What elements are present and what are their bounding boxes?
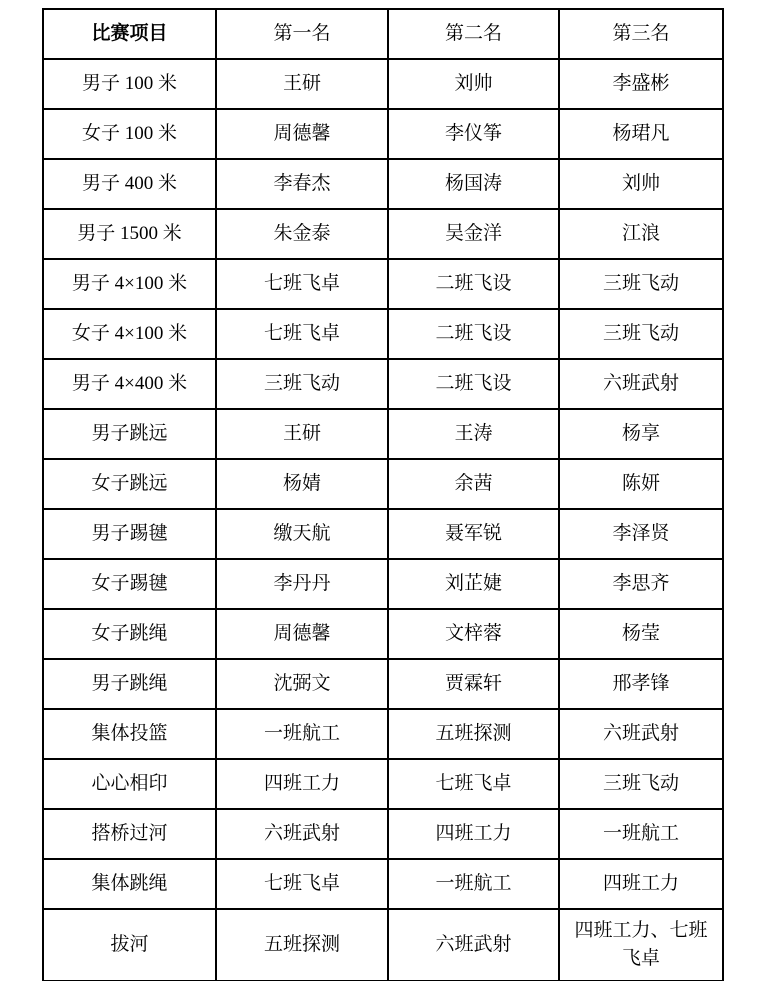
winner-cell: 杨珺凡 — [559, 109, 723, 159]
winner-cell: 朱金泰 — [216, 209, 388, 259]
winner-cell: 七班飞卓 — [388, 759, 559, 809]
winner-cell: 王研 — [216, 409, 388, 459]
winner-cell: 一班航工 — [388, 859, 559, 909]
winner-cell: 六班武射 — [559, 359, 723, 409]
event-cell: 集体投篮 — [43, 709, 216, 759]
event-cell: 女子踢毽 — [43, 559, 216, 609]
event-cell: 女子 4×100 米 — [43, 309, 216, 359]
event-cell: 女子跳远 — [43, 459, 216, 509]
winner-cell: 刘帅 — [559, 159, 723, 209]
table-row — [43, 309, 723, 359]
event-cell: 女子 100 米 — [43, 109, 216, 159]
winner-cell: 四班工力、七班飞卓 — [559, 909, 723, 981]
winner-cell: 沈弼文 — [216, 659, 388, 709]
table-row — [43, 59, 723, 109]
table-row — [43, 559, 723, 609]
event-cell: 男子跳远 — [43, 409, 216, 459]
table-row — [43, 709, 723, 759]
winner-cell: 二班飞设 — [388, 309, 559, 359]
winner-cell: 李思齐 — [559, 559, 723, 609]
header-cell: 比赛项目 — [43, 9, 216, 59]
header-cell: 第三名 — [559, 9, 723, 59]
winner-cell: 李春杰 — [216, 159, 388, 209]
winner-cell: 六班武射 — [559, 709, 723, 759]
event-cell: 拔河 — [43, 909, 216, 981]
winner-cell: 周德馨 — [216, 609, 388, 659]
winner-cell: 五班探测 — [216, 909, 388, 981]
winner-cell: 三班飞动 — [559, 309, 723, 359]
table-row — [43, 259, 723, 309]
winner-cell: 刘芷婕 — [388, 559, 559, 609]
event-cell: 男子 1500 米 — [43, 209, 216, 259]
table-row — [43, 909, 723, 981]
event-cell: 搭桥过河 — [43, 809, 216, 859]
winner-cell: 四班工力 — [388, 809, 559, 859]
event-cell: 男子 100 米 — [43, 59, 216, 109]
winner-cell: 文梓蓉 — [388, 609, 559, 659]
winner-cell: 周德馨 — [216, 109, 388, 159]
winner-cell: 一班航工 — [216, 709, 388, 759]
winner-cell: 杨婧 — [216, 459, 388, 509]
winner-cell: 七班飞卓 — [216, 859, 388, 909]
winner-cell: 李仪筝 — [388, 109, 559, 159]
winner-cell: 二班飞设 — [388, 259, 559, 309]
winner-cell: 四班工力 — [216, 759, 388, 809]
winner-cell: 王涛 — [388, 409, 559, 459]
winner-cell: 三班飞动 — [559, 259, 723, 309]
table-row — [43, 209, 723, 259]
event-cell: 男子跳绳 — [43, 659, 216, 709]
winner-cell: 杨莹 — [559, 609, 723, 659]
winner-cell: 三班飞动 — [216, 359, 388, 409]
table-header-row — [43, 9, 723, 59]
table-row — [43, 409, 723, 459]
winner-cell: 吴金洋 — [388, 209, 559, 259]
table-row — [43, 659, 723, 709]
winner-cell: 七班飞卓 — [216, 259, 388, 309]
event-cell: 男子 4×400 米 — [43, 359, 216, 409]
table-row — [43, 859, 723, 909]
winner-cell: 刘帅 — [388, 59, 559, 109]
table-body — [43, 59, 723, 981]
table-row — [43, 159, 723, 209]
winner-cell: 余茜 — [388, 459, 559, 509]
winner-cell: 五班探测 — [388, 709, 559, 759]
results-table — [42, 8, 724, 981]
table-row — [43, 359, 723, 409]
header-cell: 第一名 — [216, 9, 388, 59]
winner-cell: 王研 — [216, 59, 388, 109]
winner-cell: 二班飞设 — [388, 359, 559, 409]
winner-cell: 贾霖轩 — [388, 659, 559, 709]
event-cell: 集体跳绳 — [43, 859, 216, 909]
table-header — [43, 9, 723, 59]
winner-cell: 邢孝锋 — [559, 659, 723, 709]
winner-cell: 七班飞卓 — [216, 309, 388, 359]
winner-cell: 江浪 — [559, 209, 723, 259]
winner-cell: 聂军锐 — [388, 509, 559, 559]
winner-cell: 三班飞动 — [559, 759, 723, 809]
table-row — [43, 459, 723, 509]
winner-cell: 李丹丹 — [216, 559, 388, 609]
header-cell: 第二名 — [388, 9, 559, 59]
winner-cell: 一班航工 — [559, 809, 723, 859]
table-row — [43, 109, 723, 159]
winner-cell: 杨国涛 — [388, 159, 559, 209]
winner-cell: 杨享 — [559, 409, 723, 459]
winner-cell: 李盛彬 — [559, 59, 723, 109]
table-row — [43, 759, 723, 809]
winner-cell: 缴天航 — [216, 509, 388, 559]
winner-cell: 李泽贤 — [559, 509, 723, 559]
winner-cell: 六班武射 — [388, 909, 559, 981]
winner-cell: 陈妍 — [559, 459, 723, 509]
event-cell: 男子踢毽 — [43, 509, 216, 559]
winner-cell: 六班武射 — [216, 809, 388, 859]
table-row — [43, 609, 723, 659]
table-row — [43, 809, 723, 859]
winner-cell: 四班工力 — [559, 859, 723, 909]
event-cell: 男子 4×100 米 — [43, 259, 216, 309]
event-cell: 女子跳绳 — [43, 609, 216, 659]
table-row — [43, 509, 723, 559]
event-cell: 男子 400 米 — [43, 159, 216, 209]
event-cell: 心心相印 — [43, 759, 216, 809]
